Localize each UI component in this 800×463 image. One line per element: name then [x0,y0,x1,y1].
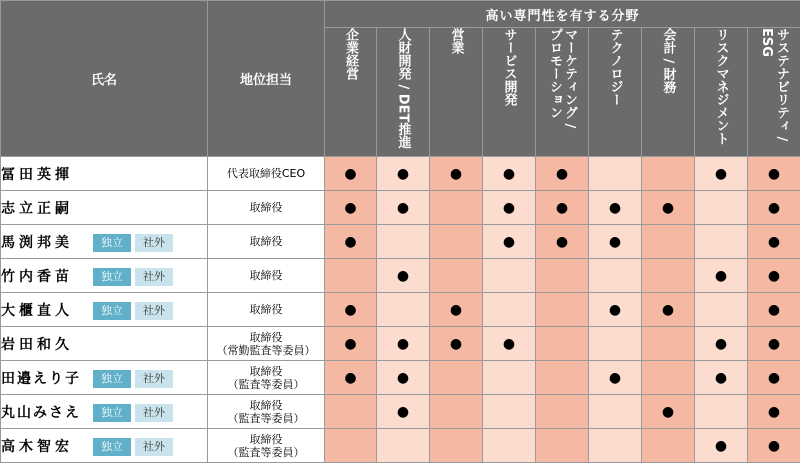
skill-cell [589,157,642,191]
skill-column-header [377,28,430,157]
director-name-cell [1,191,208,225]
director-name: 田邉えり子 [1,370,81,387]
director-role: 取締役 （監査等委員） [208,361,325,395]
skill-cell [589,293,642,327]
skill-mark: ● [714,165,728,182]
skill-mark: ● [608,369,622,386]
skill-mark: ● [661,199,675,216]
skill-cell [430,429,483,463]
skill-cell [589,327,642,361]
skill-cell [695,259,748,293]
skill-cell [695,191,748,225]
skill-mark: ● [767,267,781,284]
skill-cell [695,429,748,463]
table-body [1,157,800,463]
skill-cell [430,191,483,225]
skill-cell [642,395,695,429]
skill-cell [642,429,695,463]
skill-mark: ● [502,165,516,182]
outside-badge: 社外 [135,438,173,456]
skill-cell [748,225,800,259]
skill-mark: ● [608,233,622,250]
director-name: 岩田和久 [1,336,73,353]
skill-cell [589,429,642,463]
skill-mark: ● [396,267,410,284]
skill-mark: ● [344,233,357,250]
skill-cell [483,293,536,327]
independent-badge: 独立 [93,404,131,422]
director-name: 志立正嗣 [1,200,73,217]
skill-cell [695,361,748,395]
skill-cell [325,395,377,429]
skill-column-header [695,28,748,157]
skill-mark: ● [502,335,516,352]
skill-cell [325,293,377,327]
skill-mark: ● [767,437,781,454]
skill-label: サービス開発 [501,28,517,106]
director-name: 冨田英揮 [1,166,73,183]
skill-cell [748,293,800,327]
skill-mark: ● [502,199,516,216]
skill-mark: ● [767,301,781,318]
skill-cell [377,293,430,327]
skill-mark: ● [661,403,675,420]
skill-cell [642,293,695,327]
director-role: 取締役 [208,259,325,293]
skill-mark: ● [767,233,781,250]
skill-cell [430,293,483,327]
skill-cell [483,157,536,191]
skill-mark: ● [449,335,463,352]
table-row [1,327,800,361]
skill-column-header [536,28,589,157]
table-row [1,395,800,429]
skill-cell [642,327,695,361]
skill-cell [377,259,430,293]
director-name-cell [1,327,208,361]
table-row [1,191,800,225]
skill-cell [325,361,377,395]
skill-cell [748,327,800,361]
skill-column-header [430,28,483,157]
skill-cell [536,395,589,429]
skill-cell [589,395,642,429]
independent-badge: 独立 [93,234,131,252]
director-role: 取締役 （監査等委員） [208,429,325,463]
skill-mark: ● [449,165,463,182]
skill-mark: ● [767,403,781,420]
skill-cell [642,259,695,293]
skill-cell [536,429,589,463]
skill-label: 営業 [448,28,464,54]
skill-cell [430,395,483,429]
skill-cell [430,157,483,191]
skill-mark: ● [714,437,728,454]
skill-cell [325,191,377,225]
skill-cell [483,327,536,361]
skill-cell [483,361,536,395]
skill-column-header [642,28,695,157]
skill-mark: ● [661,301,675,318]
skill-cell [430,361,483,395]
independent-badge: 独立 [93,438,131,456]
skill-mark: ● [714,369,728,386]
skill-mark: ● [396,369,410,386]
director-name-cell [1,361,208,395]
table-row [1,225,800,259]
skill-mark: ● [608,301,622,318]
director-name-cell [1,429,208,463]
skill-mark: ● [714,267,728,284]
skill-column-header [483,28,536,157]
skill-cell [430,259,483,293]
skill-mark: ● [502,233,516,250]
skill-cell [589,225,642,259]
outside-badge: 社外 [135,370,173,388]
skill-cell [642,361,695,395]
skill-mark: ● [555,233,569,250]
skill-cell [483,395,536,429]
skill-column-header [589,28,642,157]
director-role: 代表取締役CEO [208,157,325,191]
table-row [1,293,800,327]
skill-cell [325,429,377,463]
director-name: 竹内香苗 [1,268,73,285]
skill-cell [695,225,748,259]
skills-group-header: 高い専門性を有する分野 [325,1,800,28]
director-role: 取締役 [208,293,325,327]
skill-cell [325,225,377,259]
table-row [1,157,800,191]
director-name-cell [1,259,208,293]
skill-label: テクノロジー [607,28,623,106]
director-name-cell [1,157,208,191]
skill-mark: ● [555,165,569,182]
skill-cell [430,225,483,259]
skill-mark: ● [767,165,781,182]
role-column-header: 地位担当 [208,1,325,157]
skill-cell [536,293,589,327]
outside-badge: 社外 [135,234,173,252]
director-name: 大櫃直人 [1,302,73,319]
table-row [1,361,800,395]
director-name: 馬渕邦美 [1,234,73,251]
skill-cell [748,429,800,463]
director-name: 高木智宏 [1,438,73,455]
skill-mark: ● [608,199,622,216]
outside-badge: 社外 [135,404,173,422]
skill-cell [325,157,377,191]
skill-label: サステナビリティ / ESG [759,28,790,142]
skill-mark: ● [344,301,357,318]
outside-badge: 社外 [135,302,173,320]
skill-cell [377,395,430,429]
skill-cell [748,361,800,395]
skill-cell [642,157,695,191]
skill-cell [377,429,430,463]
skill-label: 人財開発 / DET推進 [395,28,411,149]
skill-cell [589,191,642,225]
skill-cell [695,395,748,429]
skill-cell [377,157,430,191]
skill-mark: ● [344,369,357,386]
skill-cell [748,157,800,191]
skill-cell [377,361,430,395]
skill-cell [536,225,589,259]
skill-mark: ● [396,403,410,420]
skill-column-header [748,28,800,157]
skill-label: マーケティング / プロモーション [547,28,577,129]
skill-label: リスクマネジメント [713,28,729,145]
skill-cell [642,225,695,259]
skill-cell [325,259,377,293]
skill-cell [536,361,589,395]
table-row [1,259,800,293]
skill-mark: ● [396,199,410,216]
skill-cell [377,225,430,259]
director-role: 取締役 [208,225,325,259]
skill-cell [377,191,430,225]
skill-mark: ● [767,199,781,216]
director-role: 取締役 [208,191,325,225]
skill-cell [748,191,800,225]
outside-badge: 社外 [135,268,173,286]
director-role: 取締役 （監査等委員） [208,395,325,429]
skill-mark: ● [396,335,410,352]
skill-cell [536,191,589,225]
skill-column-header [325,28,377,157]
skill-cell [483,259,536,293]
director-name-cell [1,395,208,429]
skill-mark: ● [344,335,357,352]
skill-mark: ● [767,369,781,386]
director-name-cell [1,225,208,259]
independent-badge: 独立 [93,370,131,388]
skill-cell [695,293,748,327]
skill-cell [483,191,536,225]
skill-cell [642,191,695,225]
skill-cell [695,327,748,361]
skill-mark: ● [344,165,357,182]
skill-cell [589,361,642,395]
skill-cell [748,395,800,429]
skill-mark: ● [714,335,728,352]
table-header [1,1,800,157]
director-name-cell [1,293,208,327]
independent-badge: 独立 [93,302,131,320]
skill-cell [695,157,748,191]
skill-mark: ● [396,165,410,182]
skill-cell [536,259,589,293]
director-role: 取締役 （常勤監査等委員） [208,327,325,361]
skill-mark: ● [344,199,357,216]
independent-badge: 独立 [93,268,131,286]
skill-cell [377,327,430,361]
skill-cell [325,327,377,361]
skill-cell [483,225,536,259]
skill-cell [536,327,589,361]
table-row [1,429,800,463]
skill-cell [430,327,483,361]
director-name: 丸山みさえ [1,404,81,421]
skill-mark: ● [767,335,781,352]
skill-cell [483,429,536,463]
skill-label: 企業経営 [343,28,358,80]
skill-label: 会計 / 財務 [660,28,676,94]
skill-cell [589,259,642,293]
skill-cell [748,259,800,293]
skill-cell [536,157,589,191]
skill-mark: ● [555,199,569,216]
name-column-header: 氏名 [1,1,208,157]
skill-mark: ● [449,301,463,318]
